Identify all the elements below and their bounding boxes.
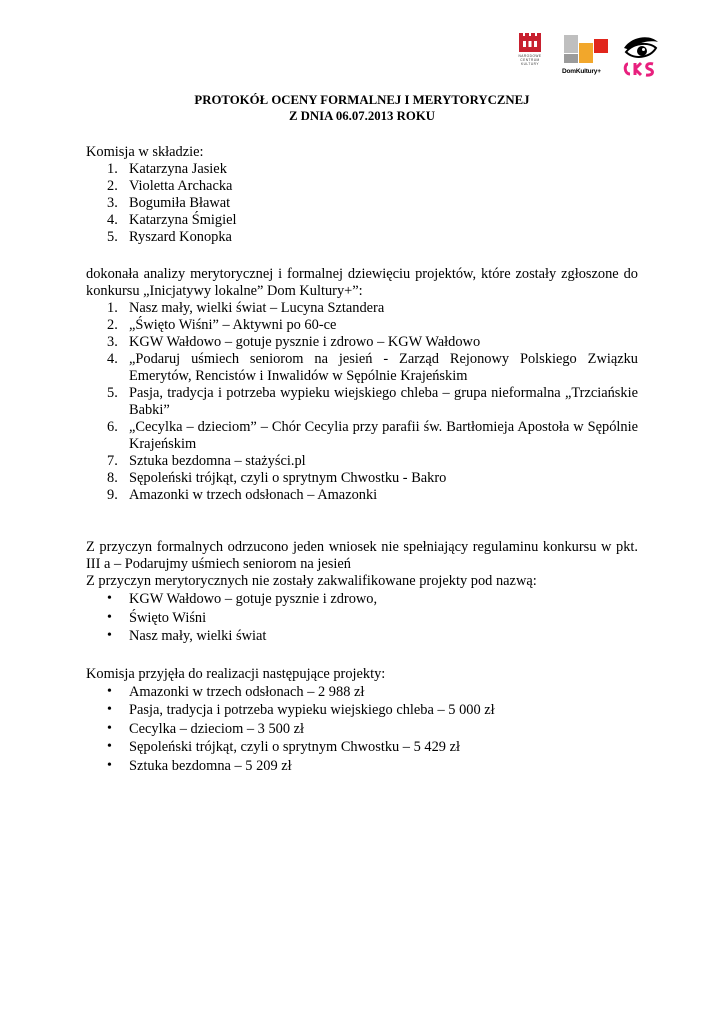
header-logos bbox=[516, 32, 662, 82]
bullet-icon: • bbox=[107, 757, 112, 773]
committee-member: 3. Bogumiła Bławat bbox=[107, 195, 231, 211]
rejected-project-item: • Nasz mały, wielki świat bbox=[107, 628, 267, 644]
document-title-line1: PROTOKÓŁ OCENY FORMALNEJ I MERYTORYCZNEJ bbox=[194, 93, 530, 107]
protocol-document bbox=[86, 92, 638, 775]
rejected-project-item: • KGW Wałdowo – gotuje pysznie i zdrowo, bbox=[107, 591, 378, 607]
accepted-project-item: • Amazonki w trzech odsłonach – 2 988 zł bbox=[107, 683, 365, 700]
committee-member: 4. Katarzyna Śmigiel bbox=[107, 212, 237, 228]
project-item: 4. „Podaruj uśmiech seniorom na jesień - Zarząd Rejonowy Polskiego Związku Emerytów, Rencistów i Inwalidów w Sępólnie Krajeńskim bbox=[107, 351, 638, 384]
project-item: 1. Nasz mały, wielki świat – Lucyna Sztandera bbox=[107, 300, 385, 316]
project-item: 5. Pasja, tradycja i potrzeba wypieku wiejskiego chleba – grupa nieformalna „Trzciańskie Babki” bbox=[107, 385, 638, 418]
accepted-project-item: • Pasja, tradycja i potrzeba wypieku wiejskiego chleba – 5 000 zł bbox=[107, 702, 495, 718]
committee-intro: Komisja w składzie: bbox=[86, 144, 204, 160]
project-item: 8. Sępoleński trójkąt, czyli o sprytnym Chwostku - Bakro bbox=[107, 470, 447, 486]
project-item: 6. „Cecylka – dzieciom” – Chór Cecylia przy parafii św. Bartłomieja Apostoła w Sępólnie Krajeńskim bbox=[107, 419, 638, 452]
bullet-icon: • bbox=[107, 702, 112, 717]
cks-logo bbox=[620, 32, 660, 82]
bullet-icon: • bbox=[107, 739, 112, 754]
committee-member: 5. Ryszard Konopka bbox=[107, 229, 232, 245]
analysis-intro: dokonała analizy merytorycznej i formalnej dziewięciu projektów, które zostały zgłoszone do konkursu „Inicjatywy lokalne” Dom Kultury+”: bbox=[86, 266, 638, 299]
bullet-icon: • bbox=[107, 683, 112, 699]
bullet-icon: • bbox=[107, 591, 112, 606]
bullet-icon: • bbox=[107, 609, 112, 625]
project-list bbox=[86, 300, 638, 504]
bullet-icon: • bbox=[107, 720, 112, 736]
committee-list bbox=[86, 161, 638, 246]
narodowe-centrum-kultury-logo: NARODOWE CENTRUM KULTURY bbox=[516, 32, 544, 82]
accepted-project-item: • Sępoleński trójkąt, czyli o sprytnym Chwostku – 5 429 zł bbox=[107, 739, 460, 755]
committee-member: 1. Katarzyna Jasiek bbox=[107, 161, 227, 177]
accepted-project-item: • Cecylka – dzieciom – 3 500 zł bbox=[107, 720, 305, 737]
committee-member: 2. Violetta Archacka bbox=[107, 178, 233, 194]
project-item: 3. KGW Wałdowo – gotuje pysznie i zdrowo – KGW Wałdowo bbox=[107, 334, 481, 350]
dom-kultury-plus-logo: DomKultury+ bbox=[562, 32, 610, 82]
rejected-project-item: • Święto Wiśni bbox=[107, 609, 207, 626]
bullet-icon: • bbox=[107, 628, 112, 643]
project-item: 2. „Święto Wiśni” – Aktywni po 60-ce bbox=[107, 317, 337, 333]
formal-rejection-text: Z przyczyn formalnych odrzucono jeden wniosek nie spełniający regulaminu konkursu w pkt. III a – Podarujmy uśmiech seniorom na jesień bbox=[86, 539, 638, 572]
accepted-project-item: • Sztuka bezdomna – 5 209 zł bbox=[107, 757, 292, 774]
document-title-line2: Z DNIA 06.07.2013 ROKU bbox=[288, 109, 436, 123]
project-item: 7. Sztuka bezdomna – stażyści.pl bbox=[107, 453, 306, 469]
rejected-projects-list bbox=[86, 590, 638, 646]
accepted-projects-list bbox=[86, 683, 638, 776]
project-item: 9. Amazonki w trzech odsłonach – Amazonki bbox=[107, 487, 378, 503]
merit-rejection-intro: Z przyczyn merytorycznych nie zostały zakwalifikowane projekty pod nazwą: bbox=[86, 573, 537, 589]
accepted-intro: Komisja przyjęła do realizacji następujące projekty: bbox=[86, 665, 386, 682]
